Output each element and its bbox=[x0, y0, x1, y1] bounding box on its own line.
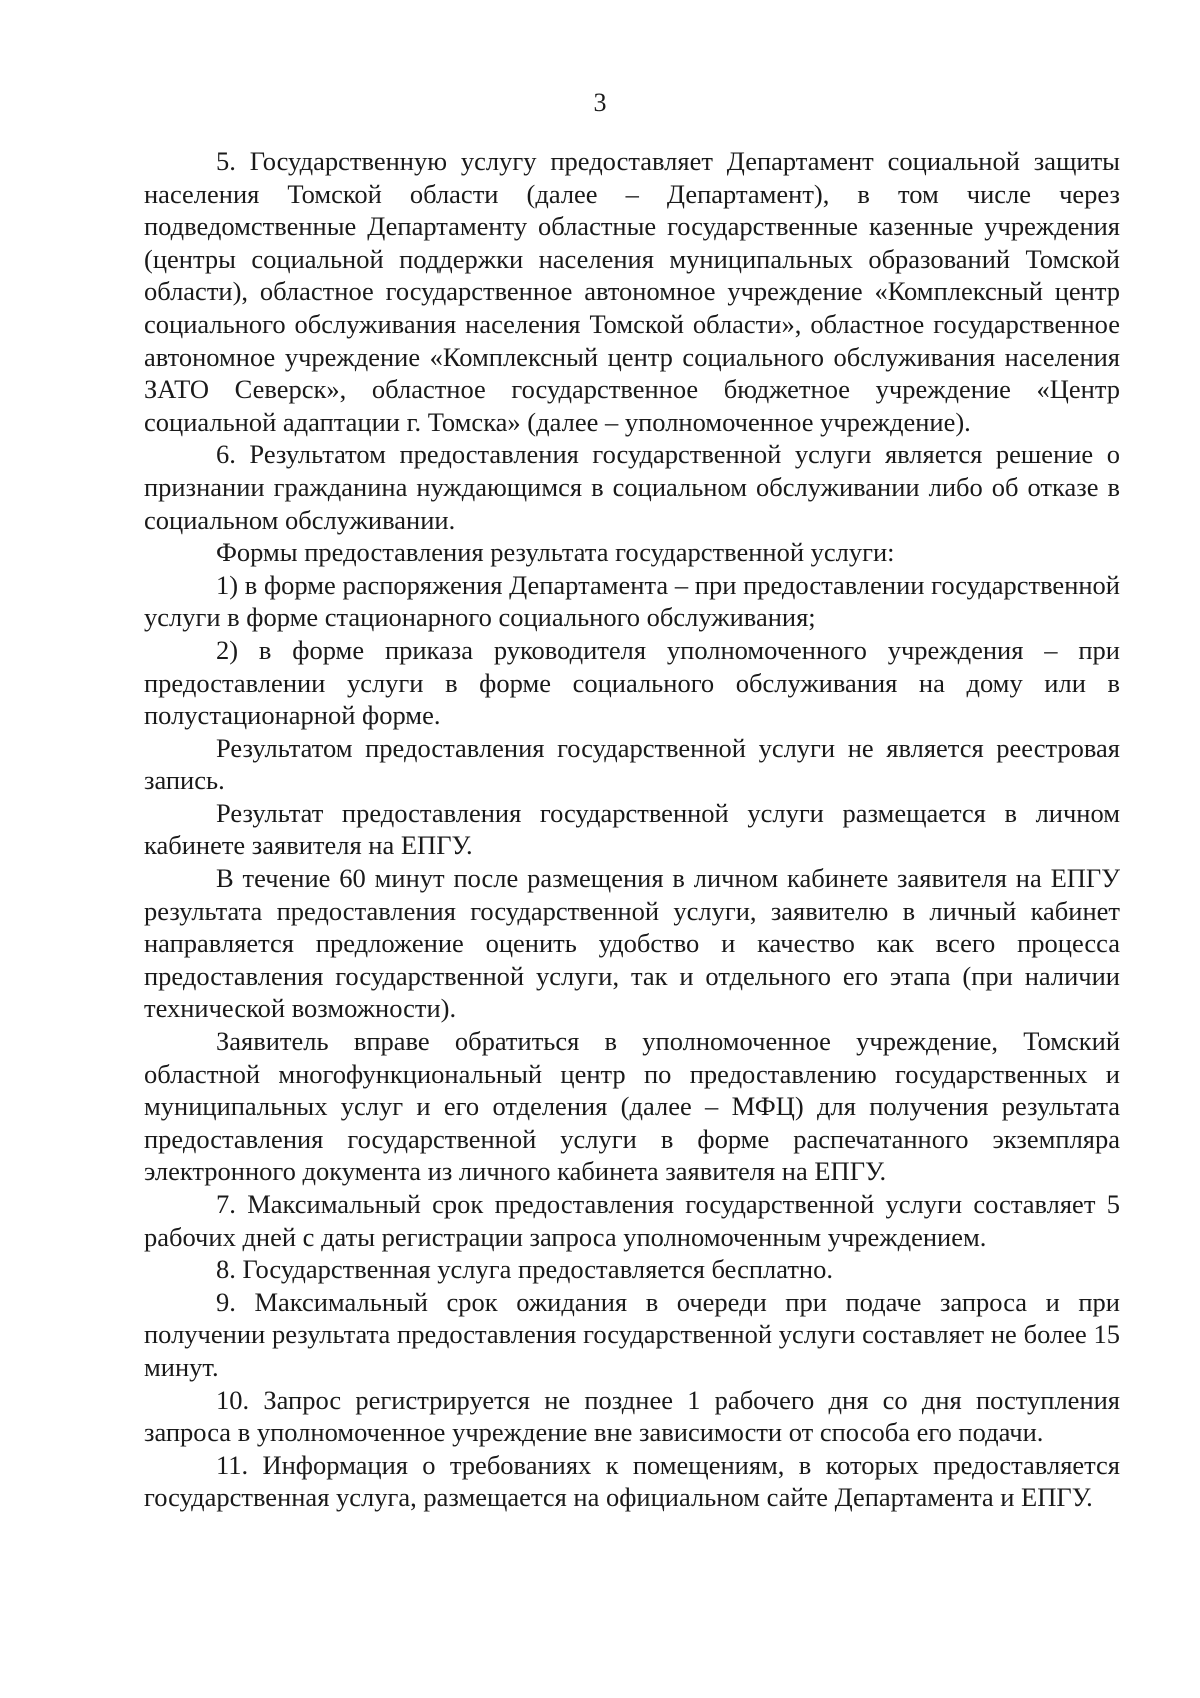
paragraph-result-forms: Формы предоставления результата государственной услуги: bbox=[216, 537, 895, 568]
paragraph-9: 9. Максимальный срок ожидания в очереди при подаче запроса и при получении результата предоставления государственной услуги составляет не более 15 минут. bbox=[144, 1286, 1120, 1382]
paragraph-form-2: 2) в форме приказа руководителя уполномоченного учреждения – при предоставлении услуги в форме социального обслуживания на дому или в полустационарной форме. bbox=[144, 634, 1120, 731]
paragraph-result-placement: Результат предоставления государственной услуги размещается в личном кабинете заявителя на ЕПГУ. bbox=[144, 797, 1120, 861]
paragraph-form-1: 1) в форме распоряжения Департамента – при предоставлении государственной услуги в форме стационарного социального обслуживания; bbox=[144, 569, 1120, 633]
paragraph-7: 7. Максимальный срок предоставления государственной услуги составляет 5 рабочих дней с даты регистрации запроса уполномоченным учреждением. bbox=[144, 1189, 1120, 1252]
paragraph-11: 11. Информация о требованиях к помещениям, в которых предоставляется государственная услуга, размещается на официальном сайте Департамента и ЕПГУ. bbox=[144, 1449, 1120, 1513]
paragraph-8: 8. Государственная услуга предоставляется бесплатно. bbox=[216, 1254, 833, 1285]
document-body bbox=[144, 145, 1120, 1514]
paragraph-6: 6. Результатом предоставления государственной услуги является решение о признании гражданина нуждающимся в социальном обслуживании либо об отказе в социальном обслуживании. bbox=[144, 439, 1120, 535]
paragraph-quality-rating: В течение 60 минут после размещения в личном кабинете заявителя на ЕПГУ результата предоставления государственной услуги, заявителю в личный кабинет направляется предложение оценить удобство и качество как всего процесса предоставления государственной услуги, так и отдельного его этапа (при наличии технической возможности). bbox=[144, 863, 1120, 1024]
paragraph-10: 10. Запрос регистрируется не позднее 1 рабочего дня со дня поступления запроса в уполномоченное учреждение вне зависимости от способа его подачи. bbox=[144, 1384, 1120, 1448]
page-number: 3 bbox=[593, 88, 607, 117]
paragraph-applicant-rights: Заявитель вправе обратиться в уполномоченное учреждение, Томский областной многофункциональный центр по предоставлению государственных и муниципальных услуг и его отделения (далее – МФЦ) для получения результата предоставления государственной услуги в форме распечатанного экземпляра электронного документа из личного кабинета заявителя на ЕПГУ. bbox=[144, 1026, 1120, 1187]
paragraph-5: 5. Государственную услугу предоставляет Департамент социальной защиты населения Томской области (далее – Департамент), в том числе через подведомственные Департаменту областные государственные казенные учреждения (центры социальной поддержки населения муниципальных образований Томской области), областное государственное автономное учреждение «Комплексный центр социального обслуживания населения Томской области», областное государственное автономное учреждение «Комплексный центр социального обслуживания населения ЗАТО Северск», областное государственное бюджетное учреждение «Центр социальной адаптации г. Томска» (далее – уполномоченное учреждение). bbox=[144, 146, 1120, 437]
paragraph-registry-entry: Результатом предоставления государственной услуги не является реестровая запись. bbox=[144, 732, 1120, 796]
